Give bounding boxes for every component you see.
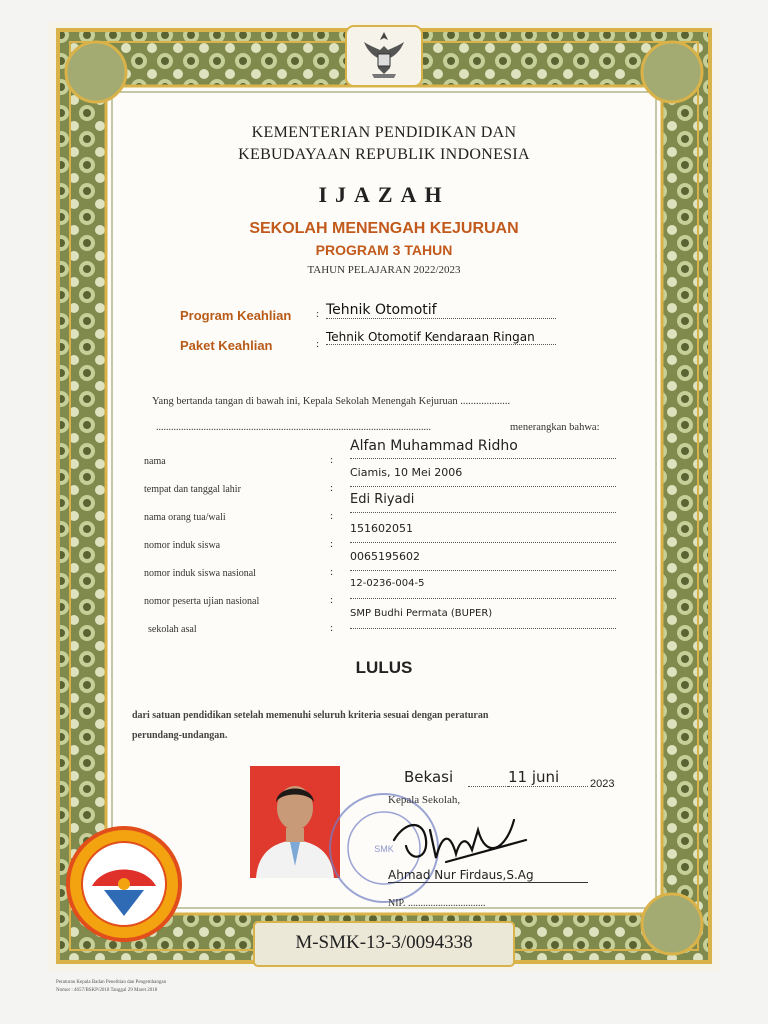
statement-line-2-end: menerangkan bahwa: — [510, 422, 600, 433]
field-label-exam-number: nomor peserta ujian nasional — [144, 596, 260, 607]
result-text-line-2: perundang-undangan. — [132, 730, 228, 741]
school-logo-icon — [64, 824, 184, 944]
package-value: Tehnik Otomotif Kendaraan Ringan — [326, 330, 556, 345]
field-value-origin-school: SMP Budhi Permata (BUPER) — [350, 608, 616, 629]
statement-line-2-dots: .............................................................................................................. — [156, 422, 431, 433]
field-separator: : — [330, 622, 334, 634]
program-duration: PROGRAM 3 TAHUN — [315, 242, 453, 258]
field-value-nis: 151602051 — [350, 522, 616, 543]
svg-text:SMK: SMK — [374, 844, 394, 854]
package-label: Paket Keahlian — [180, 338, 273, 353]
statement-line-1: Yang bertanda tangan di bawah ini, Kepala Sekolah Menengah Kejuruan ................... — [152, 396, 511, 407]
program-separator: : — [316, 308, 320, 320]
field-separator: : — [330, 538, 334, 550]
serial-number: M-SMK-13-3/0094338 — [295, 932, 473, 953]
signer-nip: NIP. ............................... — [388, 898, 486, 909]
ministry-line-1: KEMENTERIAN PENDIDIKAN DAN — [251, 124, 517, 141]
field-value-parent: Edi Riyadi — [350, 492, 616, 513]
academic-year: TAHUN PELAJARAN 2022/2023 — [307, 264, 461, 276]
garuda-emblem-icon — [360, 28, 408, 82]
field-label-nisn: nomor induk siswa nasional — [144, 568, 256, 579]
result-status: LULUS — [355, 658, 413, 677]
handwritten-signature-icon — [386, 810, 536, 870]
school-type: SEKOLAH MENENGAH KEJURUAN — [249, 220, 519, 237]
field-value-nisn: 0065195602 — [350, 550, 616, 571]
field-label-name: nama — [144, 456, 166, 467]
field-label-birth: tempat dan tanggal lahir — [144, 484, 241, 495]
field-separator: : — [330, 482, 334, 494]
field-separator: : — [330, 594, 334, 606]
package-separator: : — [316, 338, 320, 350]
signature-date: 11 juni — [508, 768, 588, 787]
field-value-exam-number: 12-0236-004-5 — [350, 578, 616, 599]
field-value-name: Alfan Muhammad Ridho — [350, 438, 616, 459]
field-separator: : — [330, 510, 334, 522]
ministry-line-2: KEBUDAYAAN REPUBLIK INDONESIA — [238, 146, 530, 163]
result-text-line-1: dari satuan pendidikan setelah memenuhi seluruh kriteria sesuai dengan peraturan — [132, 710, 489, 721]
program-value: Tehnik Otomotif — [326, 302, 556, 319]
program-label: Program Keahlian — [180, 308, 292, 323]
field-label-parent: nama orang tua/wali — [144, 512, 226, 523]
signature-role: Kepala Sekolah, — [388, 794, 461, 806]
certificate-sheet — [48, 22, 720, 972]
footnote-line-1: Peraturan Kepala Badan Penelitian dan Pengembangan — [56, 980, 167, 985]
field-separator: : — [330, 566, 334, 578]
field-separator: : — [330, 454, 334, 466]
signer-name: Ahmad Nur Firdaus,S.Ag — [388, 868, 588, 883]
certificate-title: IJAZAH — [318, 182, 450, 207]
field-label-origin-school: sekolah asal — [148, 624, 197, 635]
footnote-line-2: Nomor : 4657/BSKP/2018 Tanggal 29 Maret 2018 — [56, 988, 158, 993]
signature-city: Bekasi — [404, 768, 454, 786]
signature-year: 2023 — [590, 778, 615, 790]
field-label-nis: nomor induk siswa — [144, 540, 221, 551]
field-value-birth: Ciamis, 10 Mei 2006 — [350, 466, 616, 487]
